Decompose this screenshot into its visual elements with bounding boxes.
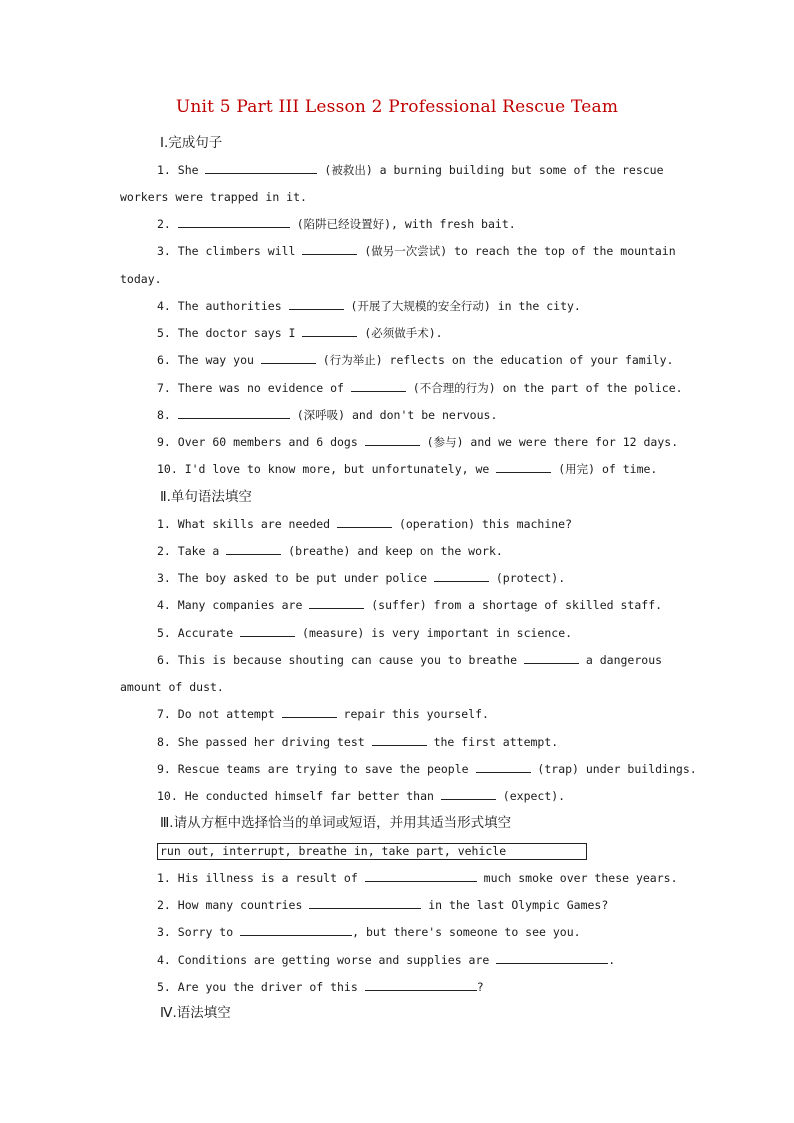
s2-question-7: 7. Do not attempt repair this yourself. <box>157 707 489 721</box>
s1-question-10: 10. I'd love to know more, but unfortunately, we (用完) of time. <box>157 462 658 476</box>
answer-blank[interactable] <box>365 434 420 446</box>
s1-question-4: 4. The authorities (开展了大规模的安全行动) in the city. <box>157 299 581 313</box>
answer-blank[interactable] <box>240 924 352 936</box>
s2-question-6: 6. This is because shouting can cause you to breathe a dangerous <box>157 653 663 667</box>
answer-blank[interactable] <box>524 652 579 664</box>
answer-blank[interactable] <box>261 352 316 364</box>
answer-blank[interactable] <box>309 897 421 909</box>
s1-question-9: 9. Over 60 members and 6 dogs (参与) and we were there for 12 days. <box>157 435 679 449</box>
page-title: Unit 5 Part III Lesson 2 Professional Rescue Team <box>175 97 619 117</box>
section-3-heading: Ⅲ.请从方框中选择恰当的单词或短语，并用其适当形式填空 <box>160 815 512 831</box>
s2-question-4: 4. Many companies are (suffer) from a shortage of skilled staff. <box>157 598 663 612</box>
s1-question-1: 1. She (被救出) a burning building but some of the rescue <box>157 163 664 177</box>
answer-blank[interactable] <box>441 788 496 800</box>
s3-question-5: 5. Are you the driver of this ? <box>157 980 484 994</box>
s1-question-3-cont: today. <box>120 272 162 286</box>
answer-blank[interactable] <box>476 761 531 773</box>
s1-question-5: 5. The doctor says I (必须做手术). <box>157 326 443 340</box>
s1-question-2: 2. (陷阱已经设置好), with fresh bait. <box>157 217 516 231</box>
s2-question-10: 10. He conducted himself far better than (expect). <box>157 789 566 803</box>
answer-blank[interactable] <box>302 325 357 337</box>
answer-blank[interactable] <box>496 461 551 473</box>
s1-question-3: 3. The climbers will (做另一次尝试) to reach the top of the mountain <box>157 244 676 258</box>
s2-question-3: 3. The boy asked to be put under police (protect). <box>157 571 566 585</box>
s3-question-4: 4. Conditions are getting worse and supplies are . <box>157 953 616 967</box>
answer-blank[interactable] <box>309 597 364 609</box>
word-bank-box: run out, interrupt, breathe in, take part, vehicle <box>157 843 587 860</box>
answer-blank[interactable] <box>434 570 489 582</box>
s3-question-3: 3. Sorry to , but there's someone to see you. <box>157 925 581 939</box>
answer-blank[interactable] <box>302 243 357 255</box>
s3-question-2: 2. How many countries in the last Olympic Games? <box>157 898 609 912</box>
s2-question-8: 8. She passed her driving test the first attempt. <box>157 735 559 749</box>
s2-question-1: 1. What skills are needed (operation) this machine? <box>157 517 573 531</box>
s2-question-5: 5. Accurate (measure) is very important in science. <box>157 626 573 640</box>
s3-question-1: 1. His illness is a result of much smoke over these years. <box>157 871 678 885</box>
answer-blank[interactable] <box>351 380 406 392</box>
s1-question-6: 6. The way you (行为举止) reflects on the education of your family. <box>157 353 674 367</box>
answer-blank[interactable] <box>226 543 281 555</box>
section-2-heading: Ⅱ.单句语法填空 <box>160 489 252 505</box>
answer-blank[interactable] <box>337 516 392 528</box>
answer-blank[interactable] <box>205 162 317 174</box>
s2-question-9: 9. Rescue teams are trying to save the people (trap) under buildings. <box>157 762 697 776</box>
section-4-heading: Ⅳ.语法填空 <box>160 1005 231 1021</box>
answer-blank[interactable] <box>178 407 290 419</box>
answer-blank[interactable] <box>365 979 477 991</box>
s2-question-6-cont: amount of dust. <box>120 680 224 694</box>
answer-blank[interactable] <box>178 216 290 228</box>
s1-question-1-cont: workers were trapped in it. <box>120 190 307 204</box>
section-1-heading: Ⅰ.完成句子 <box>160 135 223 151</box>
s1-question-8: 8. (深呼吸) and don't be nervous. <box>157 408 498 422</box>
answer-blank[interactable] <box>372 734 427 746</box>
answer-blank[interactable] <box>496 952 608 964</box>
answer-blank[interactable] <box>240 625 295 637</box>
answer-blank[interactable] <box>289 298 344 310</box>
answer-blank[interactable] <box>282 706 337 718</box>
s2-question-2: 2. Take a (breathe) and keep on the work. <box>157 544 503 558</box>
s1-question-7: 7. There was no evidence of (不合理的行为) on the part of the police. <box>157 381 683 395</box>
answer-blank[interactable] <box>365 870 477 882</box>
